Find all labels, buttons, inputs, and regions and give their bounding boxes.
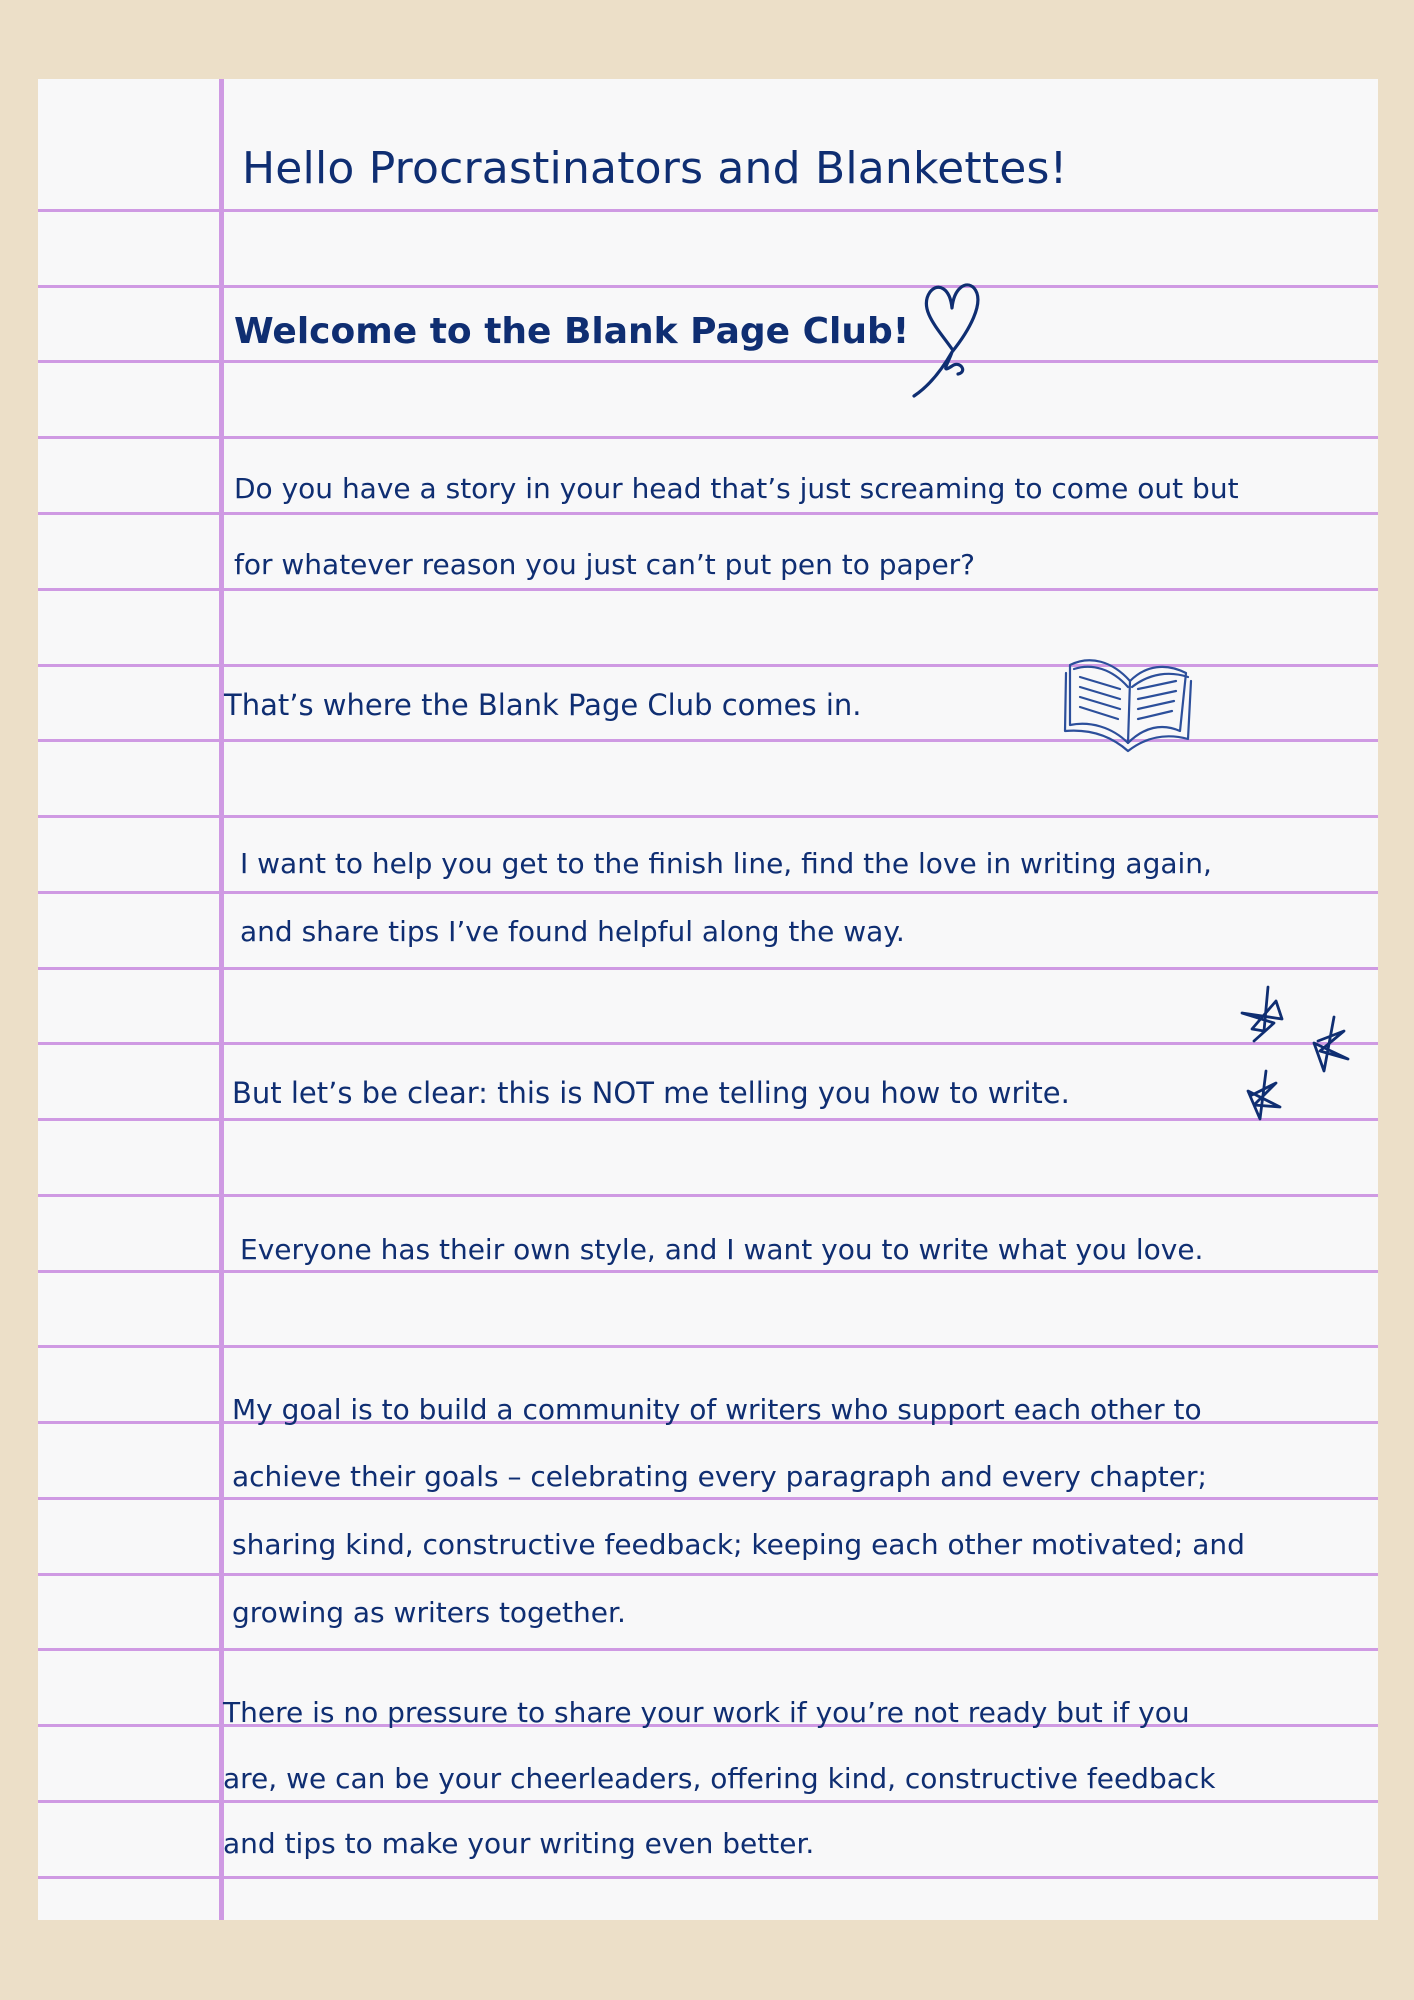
rule-line <box>38 1345 1378 1348</box>
paragraph-line: Everyone has their own style, and I want you to write what you love. <box>240 1233 1204 1266</box>
paragraph-line: and tips to make your writing even better. <box>223 1827 815 1860</box>
rule-line <box>38 436 1378 439</box>
margin-line <box>219 79 224 1920</box>
rule-line <box>38 967 1378 970</box>
paragraph-line: for whatever reason you just can’t put pen to paper? <box>234 548 976 581</box>
paragraph-line: I want to help you get to the finish line, find the love in writing again, <box>240 847 1212 880</box>
rule-line <box>38 815 1378 818</box>
rule-line <box>38 285 1378 288</box>
stars-icon <box>1224 979 1378 1149</box>
paragraph-line: sharing kind, constructive feedback; keeping each other motivated; and <box>232 1528 1245 1561</box>
paragraph-line: Do you have a story in your head that’s just screaming to come out but <box>234 472 1239 505</box>
rule-line <box>38 1042 1378 1045</box>
rule-line <box>38 209 1378 212</box>
rule-line <box>38 1648 1378 1651</box>
paragraph-line: My goal is to build a community of writers who support each other to <box>232 1393 1202 1426</box>
welcome-heading: Welcome to the Blank Page Club! <box>234 311 910 352</box>
rule-line <box>38 360 1378 363</box>
paragraph-line: achieve their goals – celebrating every paragraph and every chapter; <box>232 1460 1207 1493</box>
paragraph-line: There is no pressure to share your work if you’re not ready but if you <box>223 1696 1190 1729</box>
rule-line <box>38 1194 1378 1197</box>
paragraph-line: are, we can be your cheerleaders, offering kind, constructive feedback <box>223 1762 1216 1795</box>
open-book-icon <box>1062 647 1197 757</box>
paragraph-line: But let’s be clear: this is NOT me telling you how to write. <box>232 1076 1070 1110</box>
heart-icon <box>908 274 998 404</box>
page-title: Hello Procrastinators and Blankettes! <box>242 143 1068 194</box>
notebook-page <box>38 79 1378 1920</box>
paragraph-line: growing as writers together. <box>232 1596 626 1629</box>
paragraph-line: That’s where the Blank Page Club comes in. <box>224 688 862 722</box>
paragraph-line: and share tips I’ve found helpful along the way. <box>240 915 905 948</box>
